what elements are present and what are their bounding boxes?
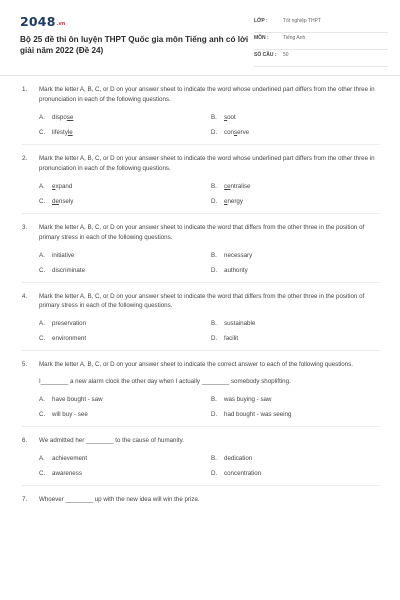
answer-options: [22, 396, 380, 418]
option-text-post: ntralise: [230, 182, 251, 190]
question-prompt: [22, 292, 380, 312]
option-text-pre: authority: [224, 266, 248, 274]
answer-option[interactable]: [39, 129, 211, 136]
option-letter: B.: [211, 320, 217, 328]
option-text-ul: s: [224, 113, 228, 121]
document-title: Bộ 25 đề thi ôn luyện THPT Quốc gia môn Tiếng anh có lời giải năm 2022 (Đề 24): [20, 35, 249, 56]
answer-option[interactable]: [211, 183, 380, 190]
answer-options: [22, 252, 380, 274]
option-text: [224, 470, 261, 477]
question-list: [0, 76, 400, 513]
option-text: [52, 455, 87, 462]
option-text-pre: discriminate: [52, 266, 86, 274]
answer-option[interactable]: [211, 129, 380, 136]
option-text: [224, 320, 255, 327]
question-sentence: I________ a new alarm clock the other day when I actually ________ somebody shoplifting.: [39, 378, 291, 386]
question-text: Mark the letter A, B, C, or D on your answer sheet to indicate the word that differs from the other three in the position of primary stress in each of the following questions.: [39, 223, 365, 241]
question-text: Mark the letter A, B, C, or D on your answer sheet to indicate the word that differs from the other three in the position of primary stress in each of the following questions.: [39, 292, 365, 310]
option-text-pre: lifesty: [52, 128, 68, 136]
option-text: [52, 198, 73, 205]
option-text-ul: e: [52, 182, 56, 190]
question-4: [22, 283, 380, 352]
meta-key: MÔN :: [254, 35, 269, 41]
question-number: 1.: [22, 86, 28, 93]
option-letter: D.: [211, 266, 218, 274]
option-letter: A.: [39, 113, 45, 121]
site-logo[interactable]: 2048.vn: [20, 14, 66, 29]
question-1: [22, 76, 380, 145]
meta-row-class: [254, 16, 388, 33]
option-text-post: erve: [237, 128, 250, 136]
option-text: [224, 411, 291, 418]
answer-option[interactable]: [211, 320, 380, 327]
answer-option[interactable]: [39, 411, 211, 418]
option-text-post: nsely: [58, 197, 74, 205]
answer-option[interactable]: [211, 470, 380, 477]
question-text: Whoever ________ up with the new idea will win the prize.: [39, 496, 200, 504]
option-text-pre: have bought - saw: [52, 396, 103, 404]
question-number: 5.: [22, 361, 28, 369]
option-letter: C.: [39, 335, 46, 343]
answer-option[interactable]: [39, 455, 211, 462]
option-text-pre: had bought - was seeing: [224, 411, 292, 419]
question-prompt: [22, 223, 380, 243]
answer-option[interactable]: [211, 455, 380, 462]
option-text-ul: de: [52, 197, 59, 205]
question-text: We admitted her ________ to the cause of humanity.: [39, 437, 184, 445]
answer-option[interactable]: [39, 198, 211, 205]
answer-option[interactable]: [39, 335, 211, 342]
question-number: 4.: [22, 292, 28, 300]
answer-options: [22, 455, 380, 477]
option-text-pre: con: [224, 128, 234, 136]
question-3: [22, 214, 380, 283]
option-text-post: xpand: [55, 182, 73, 190]
option-text-pre: dedication: [224, 455, 253, 463]
question-number: 6.: [22, 437, 28, 445]
option-text-pre: will buy - see: [52, 411, 88, 419]
option-text-pre: dispo: [52, 113, 67, 121]
option-letter: A.: [39, 320, 45, 328]
question-prompt: [22, 436, 380, 446]
answer-option[interactable]: [211, 396, 380, 403]
option-text-pre: concentration: [224, 470, 262, 478]
answer-options: [22, 183, 380, 205]
question-sentence-row: [22, 377, 380, 387]
option-text-pre: necessary: [224, 251, 253, 259]
option-text-pre: facilit: [224, 335, 239, 343]
option-text: [52, 267, 85, 274]
option-text: [52, 396, 103, 403]
option-letter: B.: [211, 251, 217, 259]
option-letter: A.: [39, 455, 45, 463]
question-2: [22, 145, 380, 214]
answer-option[interactable]: [211, 335, 380, 342]
answer-option[interactable]: [39, 396, 211, 403]
option-text-pre: initiative: [52, 251, 75, 259]
option-text: [224, 114, 236, 121]
option-text: [224, 396, 271, 403]
option-text-ul: ce: [224, 182, 231, 190]
option-text-pre: achievement: [52, 455, 88, 463]
option-letter: D.: [211, 470, 218, 478]
option-letter: C.: [39, 411, 46, 419]
option-text: [52, 183, 72, 190]
option-letter: D.: [211, 128, 218, 136]
option-text-pre: was buying - saw: [224, 396, 272, 404]
question-number: 3.: [22, 223, 28, 231]
answer-option[interactable]: [211, 252, 380, 259]
option-letter: B.: [211, 182, 217, 190]
question-text: Mark the letter A, B, C, or D on your answer sheet to indicate the word whose underlined part differs from the other three in pronunciation in each of the following questions.: [39, 154, 375, 172]
meta-key: LỚP :: [254, 18, 268, 24]
question-prompt: [22, 360, 380, 370]
option-text: [224, 335, 238, 342]
option-text: [52, 252, 74, 259]
option-text: [224, 183, 251, 190]
answer-option[interactable]: [39, 252, 211, 259]
question-text: Mark the letter A, B, C, or D on your answer sheet to indicate the correct answer to each of the following questions.: [39, 361, 354, 369]
answer-options: [22, 320, 380, 342]
option-letter: C.: [39, 266, 46, 274]
option-text: [52, 114, 73, 121]
answer-options: [22, 114, 380, 136]
meta-value: Tiếng Anh: [283, 35, 306, 41]
option-text-pre: environment: [52, 335, 87, 343]
header: [0, 0, 400, 76]
option-letter: C.: [39, 197, 46, 205]
question-number: 2.: [22, 154, 28, 162]
option-letter: B.: [211, 455, 217, 463]
question-5: [22, 351, 380, 427]
option-text-post: oot: [227, 113, 236, 121]
option-text: [52, 320, 86, 327]
option-letter: D.: [211, 335, 218, 343]
option-text: [52, 129, 73, 136]
option-letter: A.: [39, 251, 45, 259]
answer-option[interactable]: [39, 114, 211, 121]
option-letter: A.: [39, 182, 45, 190]
answer-option[interactable]: [211, 114, 380, 121]
option-letter: B.: [211, 113, 217, 121]
option-letter: A.: [39, 396, 45, 404]
option-letter: C.: [39, 128, 46, 136]
answer-option[interactable]: [39, 470, 211, 477]
option-letter: C.: [39, 470, 46, 478]
option-text-ul: le: [67, 128, 73, 136]
document-meta: [254, 16, 388, 67]
option-text-ul: e: [224, 197, 228, 205]
indent: [22, 377, 39, 387]
answer-option[interactable]: [211, 411, 380, 418]
option-letter: B.: [211, 396, 217, 404]
answer-option[interactable]: [39, 320, 211, 327]
answer-option[interactable]: [39, 267, 211, 274]
option-text-pre: sustainable: [224, 320, 256, 328]
question-prompt: [22, 154, 380, 174]
option-text-post: nergy: [227, 197, 243, 205]
option-text-ul: s: [233, 128, 238, 136]
option-text: [224, 198, 243, 205]
option-text-pre: preservation: [52, 320, 87, 328]
option-letter: D.: [211, 411, 218, 419]
option-text: [52, 335, 86, 342]
option-text-pre: awareness: [52, 470, 82, 478]
option-text: [224, 267, 248, 274]
question-prompt: [22, 495, 380, 505]
meta-row-count: [254, 50, 388, 67]
question-number: 7.: [22, 496, 28, 504]
meta-key: SỐ CÂU :: [254, 52, 277, 58]
meta-value: 50: [283, 52, 289, 58]
meta-row-subject: [254, 33, 388, 50]
question-6: [22, 427, 380, 486]
option-text: [224, 129, 249, 136]
meta-value: Tốt nghiệp THPT: [283, 18, 321, 24]
option-text: [52, 411, 88, 418]
answer-option[interactable]: [211, 198, 380, 205]
option-letter: D.: [211, 197, 218, 205]
answer-option[interactable]: [39, 183, 211, 190]
option-text: [52, 470, 82, 477]
option-text: [224, 455, 252, 462]
question-prompt: [22, 85, 380, 105]
question-7: [22, 486, 380, 513]
question-text: Mark the letter A, B, C, or D on your answer sheet to indicate the word whose underlined part differs from the other three in pronunciation in each of the following questions.: [39, 86, 375, 103]
option-text: [224, 252, 252, 259]
option-text-ul: se: [66, 113, 74, 121]
answer-option[interactable]: [211, 267, 380, 274]
